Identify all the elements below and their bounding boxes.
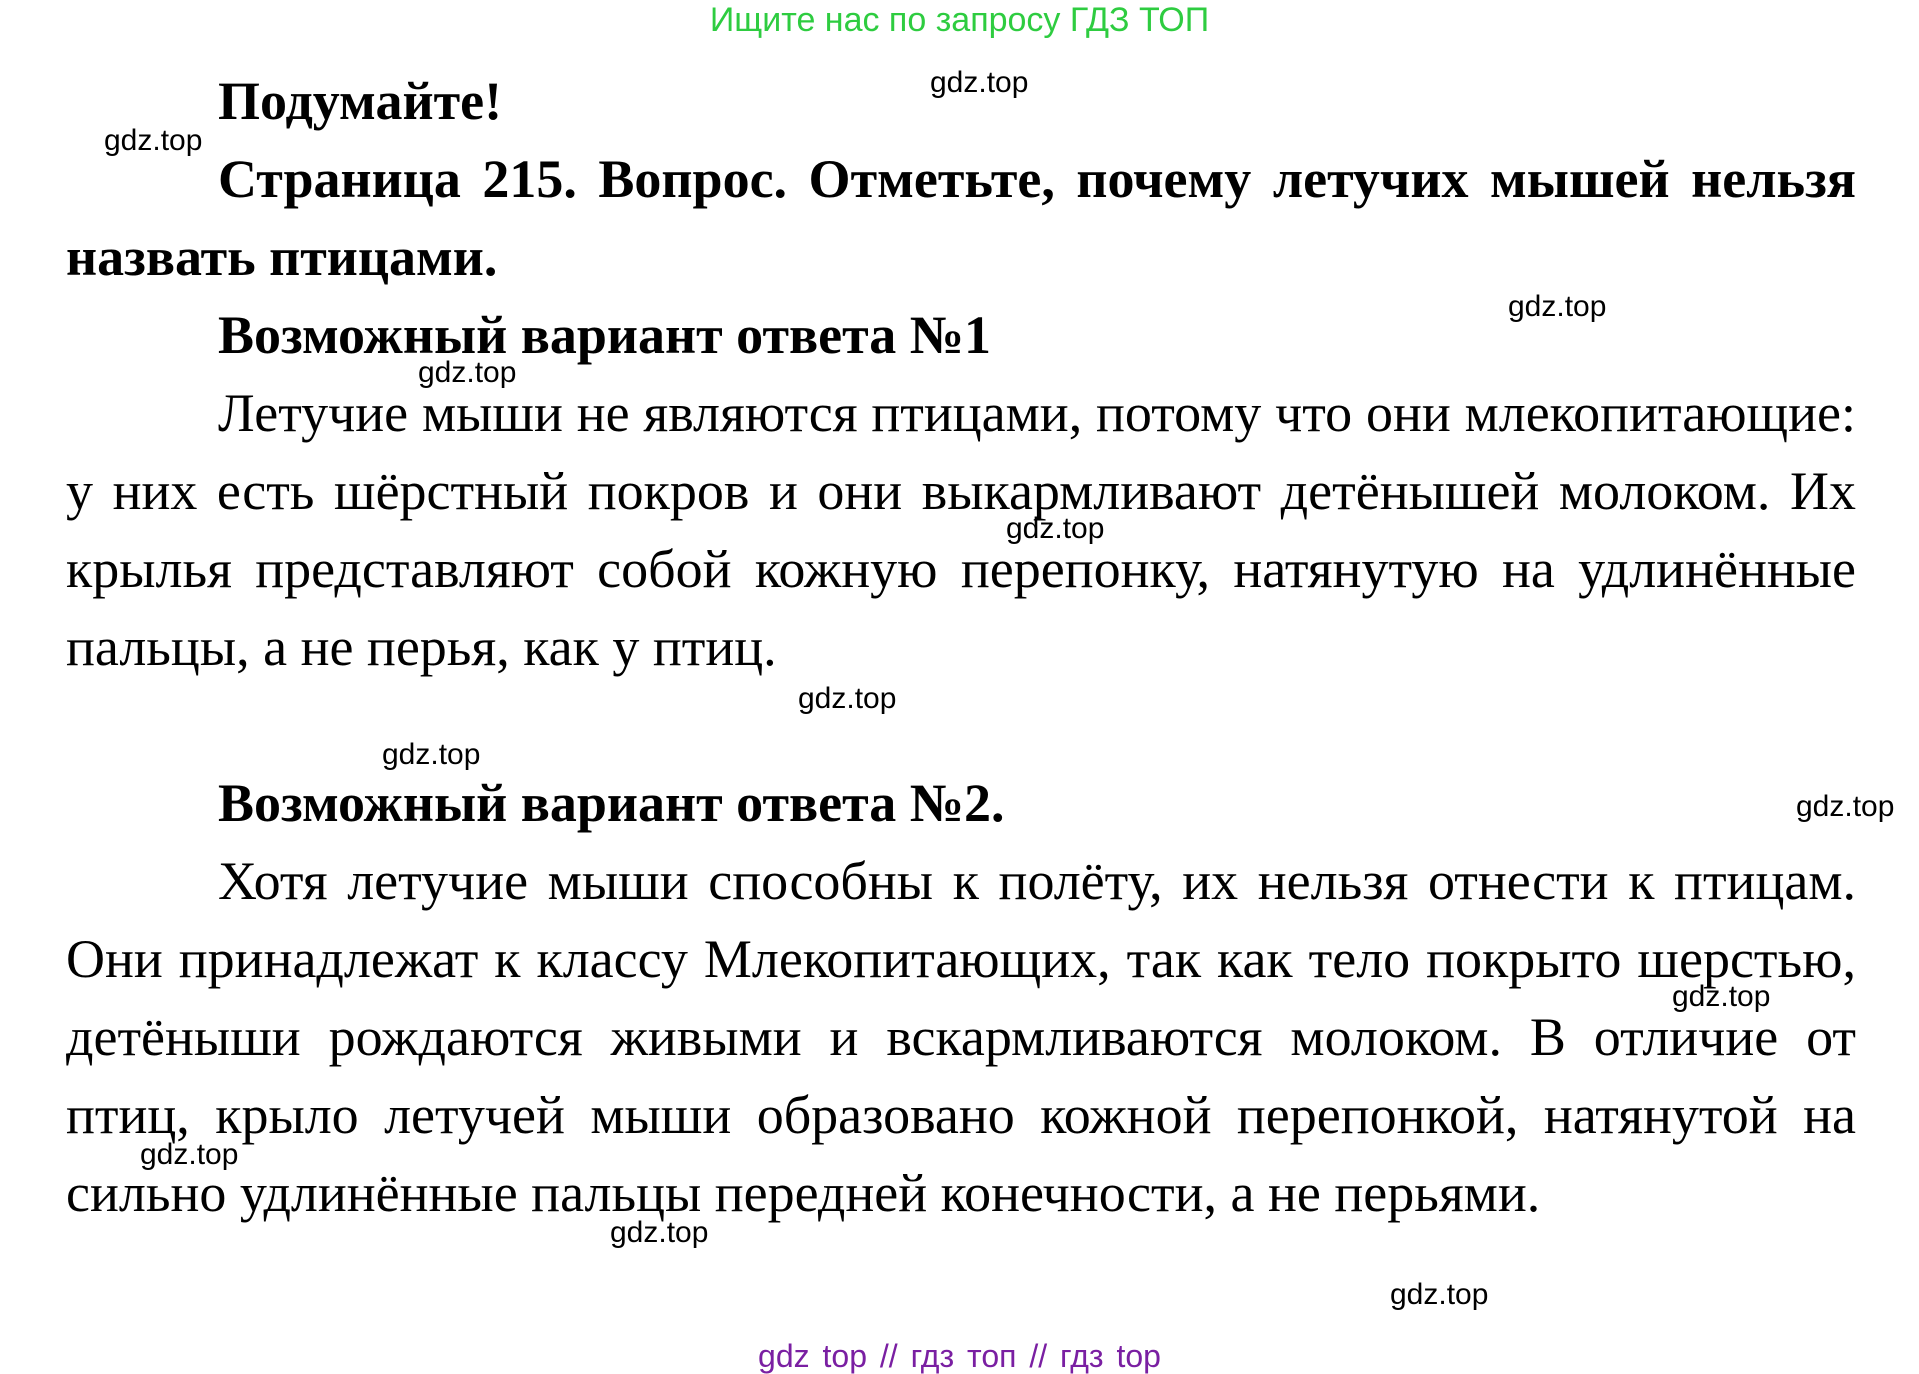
document-content [66,62,1856,1232]
watermark: gdz.top [382,738,481,771]
page-heading: Подумайте! [218,71,503,131]
question-text: Страница 215. Вопрос. Отметьте, почему летучих мышей нельзя назвать птицами. [66,149,1856,287]
answer-variant-2-text: Хотя летучие мыши способны к полёту, их нельзя отнести к птицам. Они принадлежат к классу Млекопитающих, так как тело покрыто шерстью, детёныши рождаются живыми и вскармливаются молоком. В отличие от птиц, крыло летучей мыши образовано кожной перепонкой, натянутой на сильно удлинённые пальцы передней конечности, а не перьями. [66,851,1856,1223]
watermark: gdz.top [104,124,203,157]
search-banner: Ищите нас по запросу ГДЗ ТОП [709,1,1210,39]
answer-variant-2-title: Возможный вариант ответа №2. [218,773,1005,833]
watermark: gdz.top [418,356,517,389]
section-spacer [66,686,1856,764]
watermark: gdz.top [1672,980,1771,1013]
watermark: gdz.top [140,1138,239,1171]
watermark: gdz.top [610,1216,709,1249]
watermark: gdz.top [1796,790,1895,823]
watermark: gdz.top [798,682,897,715]
answer-variant-1-title: Возможный вариант ответа №1 [218,305,992,365]
watermark: gdz.top [1006,512,1105,545]
answer-variant-1-text: Летучие мыши не являются птицами, потому что они млекопитающие: у них есть шёрстный покров и они выкармливают детёнышей молоком. Их крылья представляют собой кожную перепонку, натянутую на удлинённые пальцы, а не перья, как у птиц. [66,383,1856,677]
footer-links: gdz top // гдз топ // гдз top [758,1338,1161,1374]
watermark: gdz.top [1508,290,1607,323]
watermark: gdz.top [1390,1278,1489,1311]
watermark: gdz.top [930,66,1029,99]
